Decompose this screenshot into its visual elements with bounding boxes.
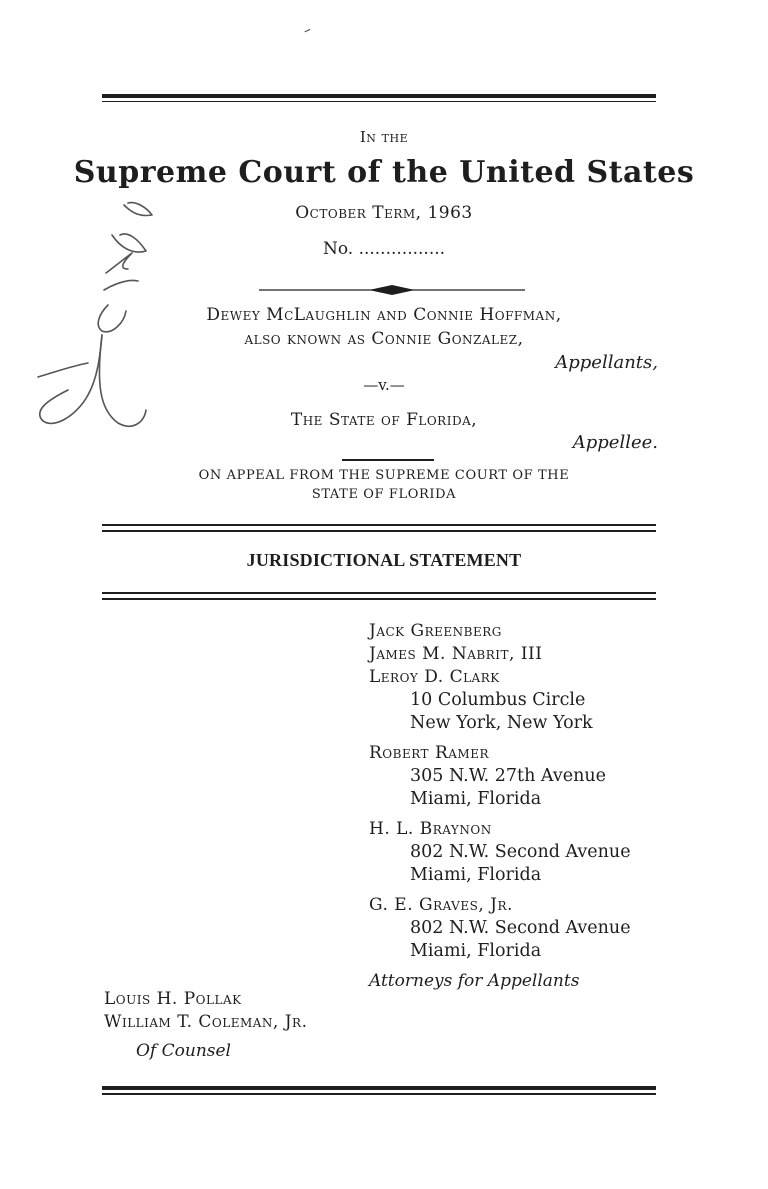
attorneys-block [369,620,631,993]
attorney-name: Leroy D. Clark [369,667,500,687]
handwritten-signature [28,195,168,445]
attorney-group [369,894,631,963]
appeal-line-2: STATE OF FLORIDA [311,487,457,502]
title-rule-top-2 [102,530,656,532]
top-rule-thin [102,101,656,102]
short-rule [342,459,434,461]
title-rule-top-1 [102,524,656,526]
appellant-names: Dewey McLaughlin and Connie Hoffman, [206,305,562,325]
attorney-name: James M. Nabrit, III [369,644,543,664]
stray-mark [304,29,311,35]
attorneys-label: Attorneys for Appellants [369,971,580,991]
court-name: Supreme Court of the United States [73,155,695,190]
of-counsel-label: Of Counsel [136,1041,231,1061]
appellant-aka: also known as Connie Gonzalez, [244,329,524,349]
caption-in-the: In the [359,128,409,146]
attorney-group [369,742,631,811]
top-rule-thick [102,94,656,98]
attorney-name: Robert Ramer [369,743,489,763]
ornament-rule [259,282,525,298]
attorney-group [369,620,631,735]
counsel-name: William T. Coleman, Jr. [104,1012,308,1032]
counsel-name: Louis H. Pollak [104,989,242,1009]
attorney-address: 305 N.W. 27th Avenue [410,766,606,786]
attorney-address: 802 N.W. Second Avenue [410,842,631,862]
bottom-rule-thick [102,1086,656,1090]
attorney-address: 802 N.W. Second Avenue [410,918,631,938]
title-rule-bottom-2 [102,598,656,600]
document-title: JURISDICTIONAL STATEMENT [246,550,522,570]
attorney-address: New York, New York [410,713,593,733]
appeal-line-1: ON APPEAL FROM THE SUPREME COURT OF THE [198,468,570,483]
attorney-name: G. E. Graves, Jr. [369,895,513,915]
attorney-address: Miami, Florida [410,865,542,885]
attorney-address: Miami, Florida [410,789,542,809]
appellee-name: The State of Florida, [290,410,478,430]
title-rule-bottom-1 [102,592,656,594]
appellants-label: Appellants, [555,352,658,373]
docket-number: No. ................ [322,239,446,259]
attorney-address: Miami, Florida [410,941,542,961]
attorney-name: Jack Greenberg [369,621,502,641]
attorney-address: 10 Columbus Circle [410,690,586,710]
term-line: October Term, 1963 [295,203,473,223]
attorney-name: H. L. Braynon [369,819,492,839]
of-counsel-block [104,988,307,1063]
appellee-label: Appellee. [572,432,658,453]
versus: —v.— [363,376,405,394]
bottom-rule-thin [102,1093,656,1095]
attorney-group [369,818,631,887]
